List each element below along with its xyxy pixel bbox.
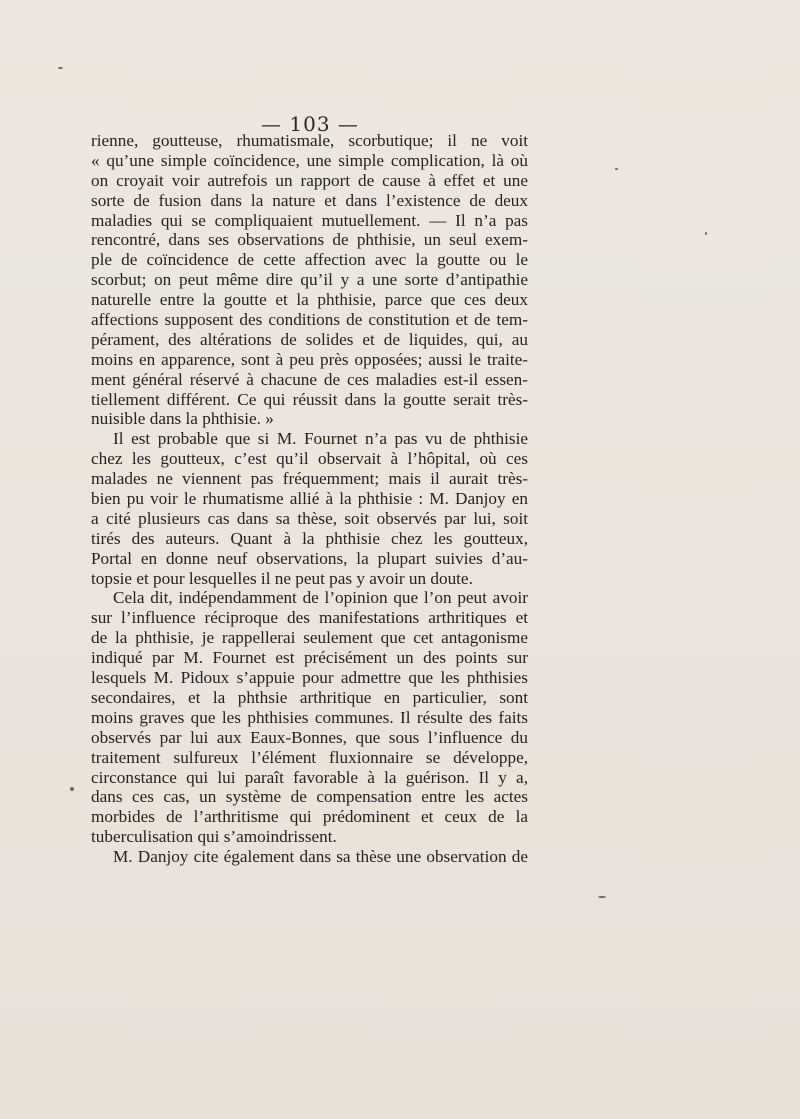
paper-speck [70,787,74,791]
text-line: ment général réservé à chacune de ces maladies est-il essen- [91,369,528,389]
text-line: « qu’une simple coïncidence, une simple complication, là où [91,150,528,170]
paper-speck [705,232,707,235]
text-line: traitement sulfureux l’élément fluxionnaire se développe, [91,747,528,767]
page-number: — 103 — [261,112,359,136]
text-line: rienne, goutteuse, rhumatismale, scorbutique; il ne voit [91,131,528,150]
text-line: circonstance qui lui paraît favorable à la guérison. Il y a, [91,767,528,787]
page-body [91,131,528,867]
paper-speck [58,67,63,69]
paper-speck [598,896,606,898]
text-line: topsie et pour lesquelles il ne peut pas y avoir un doute. [91,568,473,588]
text-line: naturelle entre la goutte et la phthisie, parce que ces deux [91,290,528,310]
text-line: affections supposent des conditions de constitution et de tem- [91,310,528,330]
text-line: malades ne viennent pas fréquemment; mais il aurait très- [91,469,528,489]
text-line: maladies qui se compliquaient mutuellement. — Il n’a pas [91,210,528,230]
text-line: M. Danjoy cite également dans sa thèse une observation de [113,847,528,867]
text-line: dans ces cas, un système de compensation entre les actes [91,787,528,807]
text-line: secondaires, et la phthsie arthritique en particulier, sont [91,687,528,707]
paragraph [91,847,528,867]
paper-speck [615,168,618,170]
paragraph [91,131,528,429]
text-line: de la phthisie, je rappellerai seulement que cet antagonisme [91,628,528,648]
text-line: Portal en donne neuf observations, la plupart suivies d’au- [91,548,528,568]
text-line: sur l’influence réciproque des manifestations arthritiques et [91,608,528,628]
paragraph [91,429,528,588]
text-line: moins en apparence, sont à peu près opposées; aussi le traite- [91,349,528,369]
paragraph [91,588,528,847]
text-line: a cité plusieurs cas dans sa thèse, soit observés par lui, soit [91,508,528,528]
text-line: tiellement différent. Ce qui réussit dans la goutte serait très- [91,389,528,409]
text-line: on croyait voir autrefois un rapport de cause à effet et une [91,170,528,190]
text-line: ple de coïncidence de cette affection avec la goutte ou le [91,250,528,270]
text-line: chez les goutteux, c’est qu’il observait à l’hôpital, où ces [91,449,528,469]
text-line: observés par lui aux Eaux-Bonnes, que sous l’influence du [91,727,528,747]
text-line: indiqué par M. Fournet est précisément un des points sur [91,648,528,668]
text-line: scorbut; on peut même dire qu’il y a une sorte d’antipathie [91,270,528,290]
text-line: Cela dit, indépendamment de l’opinion que l’on peut avoir [113,588,528,608]
text-line: rencontré, dans ses observations de phthisie, un seul exem- [91,230,528,250]
text-line: morbides de l’arthritisme qui prédominent et ceux de la [91,807,528,827]
text-line: Il est probable que si M. Fournet n’a pas vu de phthisie [113,429,528,449]
text-line: sorte de fusion dans la nature et dans l’existence de deux [91,190,528,210]
text-line: lesquels M. Pidoux s’appuie pour admettre que les phthisies [91,668,528,688]
text-line: pérament, des altérations de solides et de liquides, qui, au [91,329,528,349]
text-line: nuisible dans la phthisie. » [91,409,274,429]
text-line: bien pu voir le rhumatisme allié à la phthisie : M. Danjoy en [91,489,528,509]
text-line: moins graves que les phthisies communes. Il résulte des faits [91,707,528,727]
text-line: tuberculisation qui s’amoindrissent. [91,827,337,847]
text-line: tirés des auteurs. Quant à la phthisie chez les goutteux, [91,528,528,548]
